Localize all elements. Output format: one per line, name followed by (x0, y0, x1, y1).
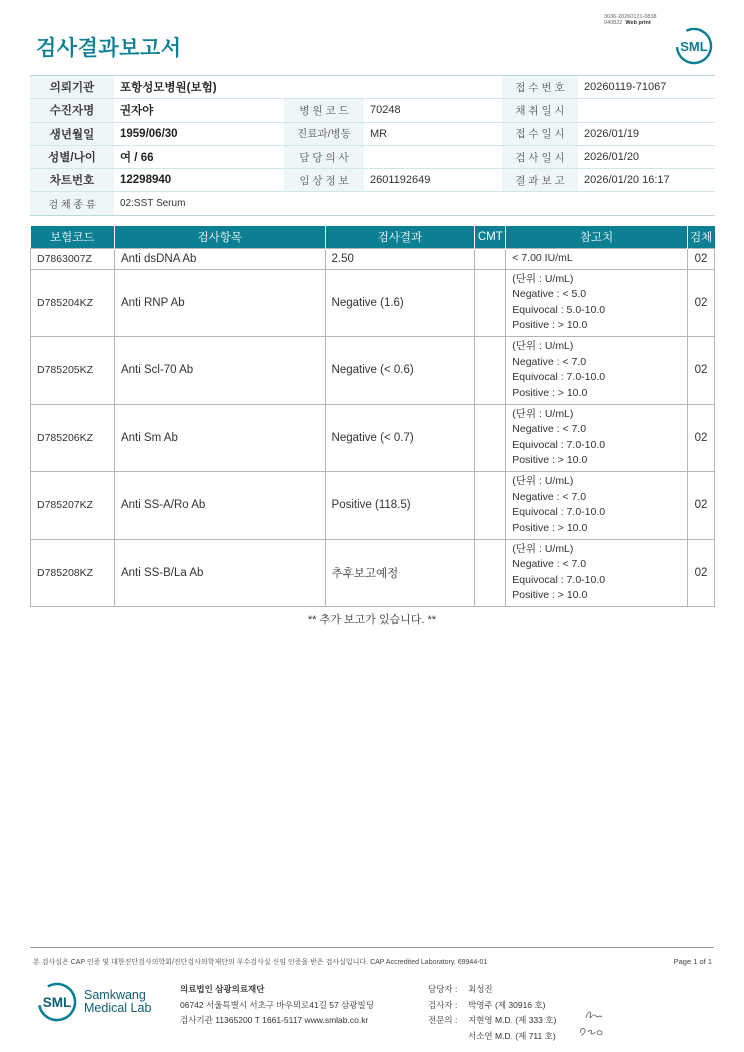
info-label: 의뢰기관 (30, 76, 114, 99)
result-row (31, 472, 715, 540)
reference-line: Negative : < 7.0 (512, 490, 587, 503)
info-label: 검 사 일 시 (502, 145, 578, 168)
staff-row (428, 982, 556, 998)
test-result: Negative (< 0.6) (325, 337, 475, 405)
reference-line: Positive : > 10.0 (512, 319, 588, 332)
test-result: Negative (1.6) (325, 269, 475, 337)
test-result: Negative (< 0.7) (325, 404, 475, 472)
info-label: 임 상 정 보 (284, 169, 364, 192)
test-cmt (475, 404, 506, 472)
insurance-code: D785205KZ (31, 337, 115, 405)
reference-line: Equivocal : 7.0-10.0 (512, 573, 606, 586)
staff-name: 박영주 (제 30916 호) (468, 999, 546, 1010)
reference-line: (단위 : U/mL) (512, 542, 574, 555)
brand-line-2: Medical Lab (84, 1001, 152, 1015)
info-row (30, 122, 715, 145)
organization-info (180, 982, 374, 1029)
insurance-code: D785208KZ (31, 539, 115, 607)
reference-range (506, 248, 688, 269)
info-row (30, 76, 715, 99)
reference-line: Negative : < 5.0 (512, 288, 587, 301)
staff-role: 전문의 : (428, 1015, 458, 1025)
col-header-item: 검사항목 (114, 226, 325, 248)
organization-name: 의료법인 삼광의료재단 (180, 984, 265, 994)
reference-line: (단위 : U/mL) (512, 340, 574, 353)
test-item: Anti Scl-70 Ab (114, 337, 325, 405)
col-header-cmt: CMT (475, 226, 506, 248)
results-table (30, 226, 715, 607)
reference-line: Positive : > 10.0 (512, 589, 588, 602)
reference-line: Equivocal : 7.0-10.0 (512, 506, 606, 519)
reference-line: (단위 : U/mL) (512, 475, 574, 488)
svg-text:SML: SML (42, 995, 72, 1010)
col-header-code: 보험코드 (31, 226, 115, 248)
patient-info-table (30, 75, 715, 216)
result-row (31, 337, 715, 405)
info-row (30, 169, 715, 192)
insurance-code: D7863007Z (31, 248, 115, 269)
reference-line: Equivocal : 7.0-10.0 (512, 438, 606, 451)
brand-name (84, 989, 151, 1015)
info-label: 접 수 일 시 (502, 122, 578, 145)
col-header-specimen: 검체 (687, 226, 714, 248)
staff-name: 서소연 M.D. (제 711 호) (468, 1030, 556, 1041)
staff-row (428, 1013, 556, 1029)
specimen-code: 02 (687, 404, 714, 472)
info-label: 채 취 일 시 (502, 99, 578, 122)
info-value (578, 99, 715, 122)
reference-line: Negative : < 7.0 (512, 558, 587, 571)
info-label: 생년월일 (30, 122, 114, 145)
reference-line: < 7.00 IU/mL (512, 251, 573, 264)
info-label (284, 76, 364, 99)
page-number: Page 1 of 1 (673, 957, 712, 966)
staff-name: 지현영 M.D. (제 333 호) (468, 1015, 557, 1025)
staff-role: 담당자 : (428, 984, 458, 994)
signature-2 (578, 1024, 608, 1038)
reference-range (506, 539, 688, 607)
info-label: 결 과 보 고 (502, 169, 578, 192)
brand-line-1: Samkwang (84, 988, 146, 1002)
reference-range (506, 404, 688, 472)
insurance-code: D785206KZ (31, 404, 115, 472)
info-row (30, 99, 715, 122)
reference-line: Negative : < 7.0 (512, 355, 587, 368)
info-value: MR (364, 122, 502, 145)
reference-line: Equivocal : 7.0-10.0 (512, 371, 606, 384)
test-item: Anti SS-A/Ro Ab (114, 472, 325, 540)
info-value: 2026/01/19 (578, 122, 715, 145)
staff-role (428, 1029, 468, 1045)
info-value (364, 145, 502, 168)
reference-line: Negative : < 7.0 (512, 423, 587, 436)
info-row-specimen (30, 192, 715, 215)
sml-logo-icon (36, 981, 78, 1023)
reference-line: Positive : > 10.0 (512, 386, 588, 399)
web-print-label: Web print (625, 20, 651, 26)
sml-logo-icon (674, 26, 714, 66)
specimen-type-value: 02:SST Serum (114, 192, 715, 215)
additional-report-note: ** 추가 보고가 있습니다. ** (307, 614, 437, 626)
signature-1 (584, 1008, 606, 1022)
info-value (364, 76, 502, 99)
test-cmt (475, 472, 506, 540)
info-label: 성별/나이 (30, 145, 114, 168)
insurance-code: D785204KZ (31, 269, 115, 337)
info-value: 포항성모병원(보험) (114, 76, 284, 99)
test-item: Anti SS-B/La Ab (114, 539, 325, 607)
info-value: 1959/06/30 (114, 122, 284, 145)
result-row (31, 539, 715, 607)
reference-line: Positive : > 10.0 (512, 521, 588, 534)
reference-line: Positive : > 10.0 (512, 454, 588, 467)
info-label: 수진자명 (30, 99, 114, 122)
result-row (31, 248, 715, 269)
specimen-code: 02 (687, 269, 714, 337)
test-item: Anti RNP Ab (114, 269, 325, 337)
report-title: 검사결과보고서 (36, 37, 182, 60)
test-cmt (475, 248, 506, 269)
reference-line: (단위 : U/mL) (512, 407, 574, 420)
reference-range (506, 472, 688, 540)
test-item: Anti dsDNA Ab (114, 248, 325, 269)
svg-text:SML: SML (680, 39, 708, 54)
info-label: 병 원 코 드 (284, 99, 364, 122)
insurance-code: D785207KZ (31, 472, 115, 540)
test-item: Anti Sm Ab (114, 404, 325, 472)
info-value: 2026/01/20 16:17 (578, 169, 715, 192)
print-code-2: 040822 (604, 20, 623, 26)
result-row (31, 269, 715, 337)
reference-range (506, 269, 688, 337)
col-header-result: 검사결과 (325, 226, 475, 248)
test-cmt (475, 269, 506, 337)
organization-address: 06742 서울특별시 서초구 바우뫼로41길 57 삼광빌딩 (180, 999, 374, 1010)
specimen-code: 02 (687, 337, 714, 405)
info-value: 20260119-71067 (578, 76, 715, 99)
staff-role: 검사자 : (428, 999, 458, 1010)
staff-row (428, 1029, 556, 1045)
info-value: 여 / 66 (114, 145, 284, 168)
staff-row (428, 998, 556, 1014)
specimen-code: 02 (687, 472, 714, 540)
info-value: 권자야 (114, 99, 284, 122)
print-id (604, 14, 657, 26)
info-label: 담 당 의 사 (284, 145, 364, 168)
reference-line: Equivocal : 5.0-10.0 (512, 303, 606, 316)
reference-range (506, 337, 688, 405)
test-cmt (475, 539, 506, 607)
info-value: 2601192649 (364, 169, 502, 192)
staff-info (428, 982, 556, 1044)
specimen-type-label: 검 체 종 류 (30, 192, 114, 215)
staff-name: 최성진 (468, 984, 493, 994)
footer-divider (30, 947, 714, 948)
test-result: 추후보고예정 (325, 539, 475, 607)
accreditation-text: 본 검사실은 CAP 인증 및 대한진단검사의학회/진단검사의학재단의 우수검사실 신임 인증을 받은 검사실입니다. CAP Accredited Laboratory. 69944-01 (33, 959, 488, 966)
results-header-row (31, 226, 715, 248)
test-result: 2.50 (325, 248, 475, 269)
info-label: 차트번호 (30, 169, 114, 192)
test-cmt (475, 337, 506, 405)
info-value: 2026/01/20 (578, 145, 715, 168)
result-row (31, 404, 715, 472)
info-label: 진료과/병동 (284, 122, 364, 145)
info-value: 70248 (364, 99, 502, 122)
info-row (30, 145, 715, 168)
col-header-reference: 참고치 (506, 226, 688, 248)
print-code: 3036-20260121-0838 (604, 14, 657, 20)
organization-contact: 검사기관 11365200 T 1661-5117 www.smlab.co.kr (180, 1015, 369, 1025)
info-value: 12298940 (114, 169, 284, 192)
reference-line: (단위 : U/mL) (512, 272, 574, 285)
specimen-code: 02 (687, 539, 714, 607)
test-result: Positive (118.5) (325, 472, 475, 540)
specimen-code: 02 (687, 248, 714, 269)
info-label: 접 수 번 호 (502, 76, 578, 99)
